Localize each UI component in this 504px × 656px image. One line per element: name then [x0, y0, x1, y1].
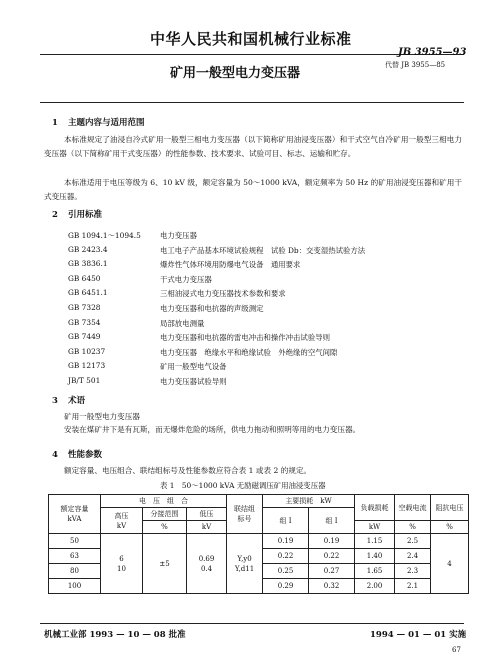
cell-no-load: 2.1 [395, 579, 431, 594]
header-capacity: 额定容量 kVA [49, 495, 101, 534]
reference-name: 局部放电测量 [160, 318, 205, 328]
reference-code: GB 1094.1～1094.5 [68, 231, 141, 240]
title-rule [40, 102, 464, 103]
section-4-number: 4 [52, 450, 58, 460]
cell-load-loss: 1.15 [355, 534, 395, 549]
header-tap-range: 分接范围 [143, 508, 187, 521]
cell-loss-b: 0.27 [309, 564, 355, 579]
cell-impedance: 4 [431, 534, 469, 594]
term-name: 矿用一般型电力变压器 [64, 412, 140, 421]
section-3-number: 3 [52, 396, 58, 406]
header-loss-a: 组 I [263, 508, 309, 534]
reference-name: 电力变压器 绝缘水平和绝缘试验 外绝缘的空气间隙 [160, 347, 338, 357]
header-impedance-unit: % [431, 521, 469, 534]
section-4-title: 性能参数 [68, 450, 103, 460]
reference-code: GB 7328 [68, 303, 101, 312]
header-load-loss: 负载损耗 [355, 495, 395, 521]
header-lv-unit: kV [187, 521, 227, 534]
header-tap-unit: % [143, 521, 187, 534]
section-4-heading [52, 448, 102, 460]
reference-code: GB 10237 [68, 346, 106, 356]
section-1-title: 主题内容与适用范围 [68, 118, 145, 128]
section-1-heading [52, 116, 145, 128]
reference-name: 干式电力变压器 [160, 274, 212, 284]
cell-capacity: 80 [49, 564, 101, 579]
table-row [49, 534, 469, 549]
cell-vector-group: Y,y0 Y,d11 [227, 534, 263, 594]
replaces-note: 代替 JB 3955—85 [385, 61, 446, 69]
cell-loss-b: 0.19 [309, 534, 355, 549]
cell-lv: 0.69 0.4 [187, 534, 227, 594]
table-1 [48, 494, 469, 594]
reference-name: 电力变压器试验导则 [160, 377, 227, 386]
header-impedance: 阻抗电压 [431, 495, 469, 521]
reference-name: 电力变压器 [160, 231, 197, 240]
section-1-number: 1 [52, 118, 58, 128]
header-load-loss-unit: kW [355, 521, 395, 534]
reference-code: GB 6451.1 [68, 288, 108, 298]
cell-no-load: 2.5 [395, 534, 431, 549]
cell-capacity: 63 [49, 549, 101, 564]
reference-code: GB 7354 [68, 317, 101, 327]
header-lv: 低压 [187, 508, 227, 521]
reference-name: 电力变压器和电抗器的雷电冲击和操作冲击试验导则 [160, 333, 330, 343]
cell-hv: 6 10 [101, 534, 143, 594]
page-number: 67 [452, 646, 461, 654]
section-3-title: 术语 [68, 396, 86, 406]
standard-number: JB 3955—93 [398, 47, 467, 58]
section-1-paragraph-1: 本标准规定了油浸自冷式矿用一般型三相电力变压器（以下简称矿用油浸变压器）和干式空气自冷矿用一般型三相电力变压器（以下简称矿用干式变压器）的性能参数、技术要求、试验可目、标志、运输和贮存。 [44, 135, 462, 158]
reference-code: GB 12173 [68, 361, 106, 371]
cell-no-load: 2.3 [395, 564, 431, 579]
cell-tap: ±5 [143, 534, 187, 594]
cell-loss-b: 0.32 [309, 579, 355, 594]
cell-load-loss: 2.00 [355, 579, 395, 594]
term-definition: 安装在煤矿井下是有瓦斯，而无爆炸危险的场所，供电力拖动和照明等用的电力变压器。 [64, 425, 361, 434]
reference-code: GB 7449 [68, 332, 101, 342]
implementation-date: 1994 — 01 — 01 实施 [370, 630, 467, 640]
header-vector-group: 联结组 标号 [227, 495, 263, 534]
section-3-heading [52, 394, 85, 406]
header-hv: 高压 kV [101, 508, 143, 534]
section-1-paragraph-2: 本标准适用于电压等级为 6、10 kV 级，额定容量为 50～1000 kVA，额定频率为 50 Hz 的矿用油浸变压器和矿用干式变压器。 [44, 178, 462, 201]
section-2-heading [52, 208, 102, 220]
header-no-load-unit: % [395, 521, 431, 534]
cell-loss-a: 0.25 [263, 564, 309, 579]
bottom-rule [40, 623, 464, 624]
approval-line: 机械工业部 1993 — 10 — 08 批准 [44, 630, 186, 640]
cell-loss-b: 0.22 [309, 549, 355, 564]
document-title: 矿用一般型电力变压器 [170, 66, 301, 81]
section-2-title: 引用标准 [68, 210, 103, 220]
reference-name: 电力变压器和电抗器的声级测定 [160, 304, 264, 313]
cell-capacity: 50 [49, 534, 101, 549]
cell-loss-a: 0.19 [263, 534, 309, 549]
reference-name: 爆炸性气体环境用防爆电气设备 通用要求 [160, 260, 301, 270]
reference-name: 电工电子产品基本环境试验规程 试验 Db：交变湿热试验方法 [160, 245, 366, 255]
cell-loss-a: 0.29 [263, 579, 309, 594]
reference-name: 矿用一般型电气设备 [160, 362, 227, 372]
reference-code: GB 3836.1 [68, 259, 108, 269]
section-2-number: 2 [52, 210, 58, 220]
reference-code: GB 6450 [68, 273, 101, 283]
header-main-loss: 主要损耗 kW [263, 495, 355, 508]
document-organization: 中华人民共和国机械行业标准 [150, 30, 352, 48]
reference-name: 三相油浸式电力变压器技术参数和要求 [160, 289, 286, 299]
reference-code: JB/T 501 [68, 376, 101, 385]
cell-load-loss: 1.65 [355, 564, 395, 579]
header-no-load-current: 空载电流 [395, 495, 431, 521]
table-1-caption: 表 1 50～1000 kVA 无励磁调压矿用油浸变压器 [160, 481, 326, 490]
header-loss-b: 组 I [309, 508, 355, 534]
cell-load-loss: 1.40 [355, 549, 395, 564]
cell-no-load: 2.4 [395, 549, 431, 564]
header-voltage-group: 电 压 组 合 [101, 495, 227, 508]
cell-capacity: 100 [49, 579, 101, 594]
cell-loss-a: 0.22 [263, 549, 309, 564]
section-4-paragraph: 额定容量、电压组合、联结组标号及性能参数应符合表 1 或表 2 的规定。 [64, 466, 312, 475]
reference-code: GB 2423.4 [68, 244, 108, 254]
